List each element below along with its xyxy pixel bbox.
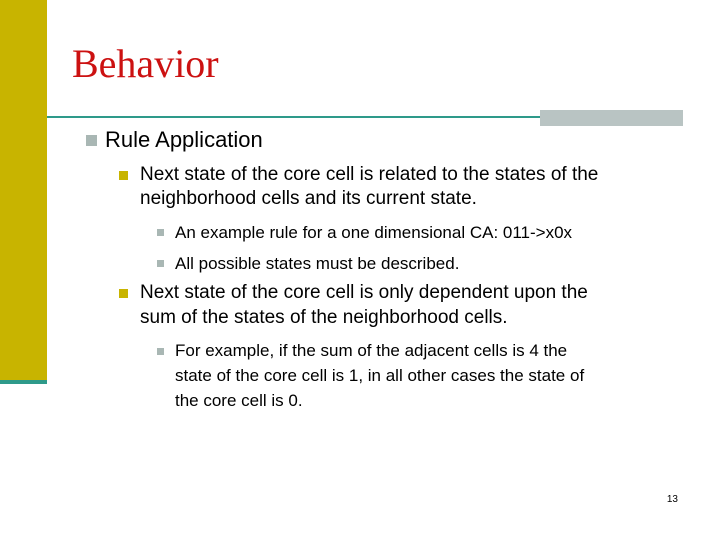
divider-block <box>540 110 683 126</box>
outline-l1-text: Rule Application <box>105 127 263 152</box>
slide-title: Behavior <box>72 41 219 86</box>
item-2-sub-1-line-1: For example, if the sum of the adjacent cells is 4 the <box>175 341 568 360</box>
square-bullet-icon <box>157 260 164 267</box>
square-bullet-icon <box>119 171 128 180</box>
item-2-sub-1-line-3: the core cell is 0. <box>175 391 303 410</box>
item-2-sub-1-line-2: state of the core cell is 1, in all other cases the state of <box>175 366 585 385</box>
square-bullet-icon <box>86 135 97 146</box>
accent-bar-edge <box>0 380 47 384</box>
item-2-line-2: sum of the states of the neighborhood cells. <box>140 307 508 328</box>
item-1-line-1: Next state of the core cell is related to the states of the <box>140 164 599 185</box>
item-1-line-2: neighborhood cells and its current state. <box>140 188 477 209</box>
accent-bar <box>0 0 47 382</box>
page-number: 13 <box>666 494 678 505</box>
square-bullet-icon <box>157 348 164 355</box>
item-1-sub-1-line-1: An example rule for a one dimensional CA: 011->x0x <box>175 223 573 242</box>
item-1-sub-2-line-1: All possible states must be described. <box>175 254 460 273</box>
square-bullet-icon <box>119 289 128 298</box>
item-2-line-1: Next state of the core cell is only dependent upon the <box>140 282 588 303</box>
square-bullet-icon <box>157 229 164 236</box>
